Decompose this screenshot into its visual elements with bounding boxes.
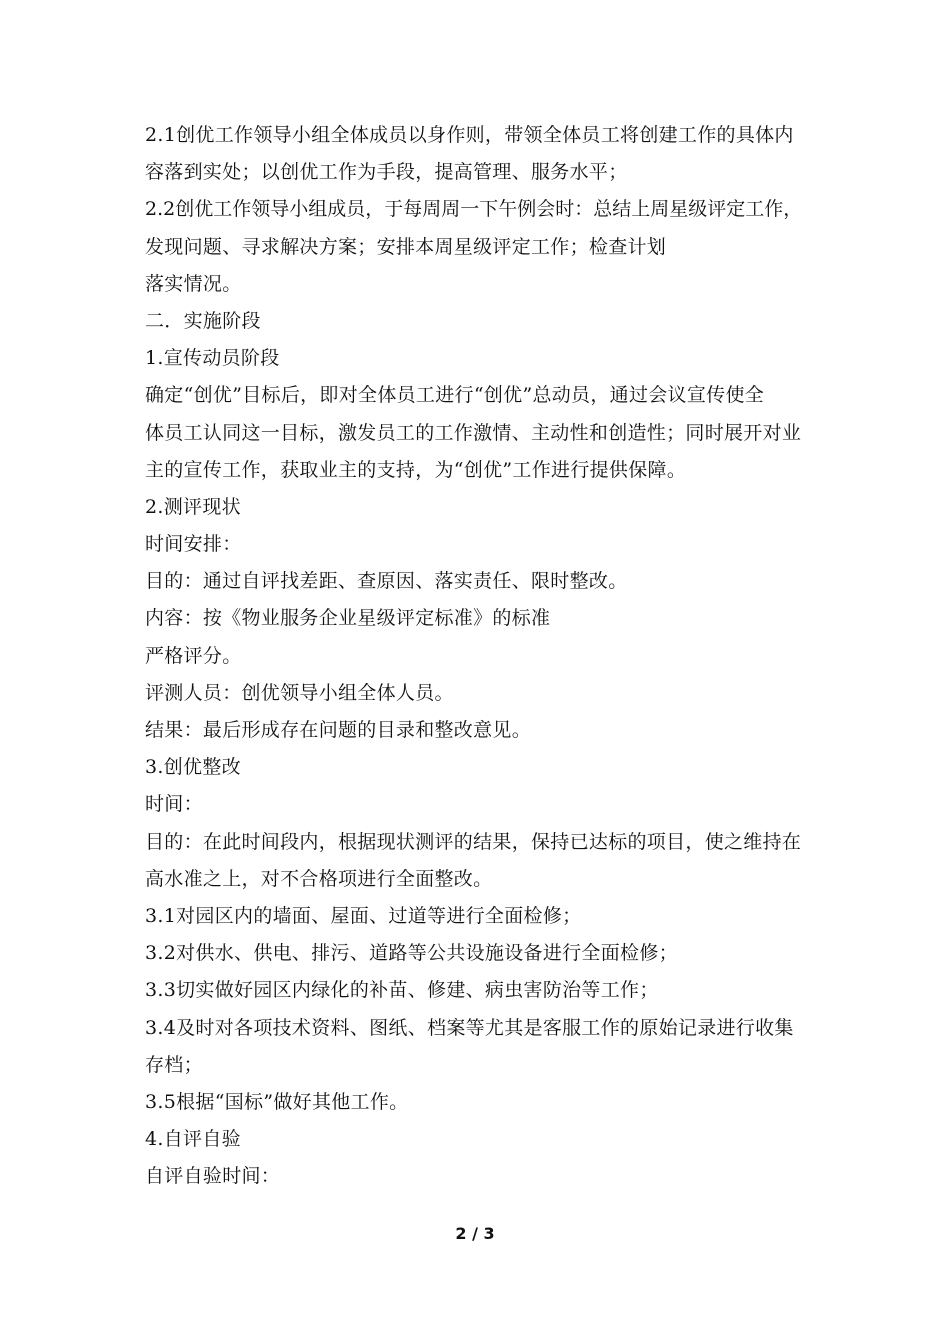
text-line: 体员工认同这一目标，激发员工的工作激情、主动性和创造性；同时展开对业 bbox=[145, 421, 802, 444]
text-line: 2.1创优工作领导小组全体成员以身作则，带领全体员工将创建工作的具体内 bbox=[145, 124, 794, 146]
subsection-heading: 2.测评现状 bbox=[145, 495, 241, 518]
text-line: 时间： bbox=[145, 793, 203, 816]
text-line: 3.3切实做好园区内绿化的补苗、修建、病虫害防治等工作； bbox=[145, 979, 659, 1002]
text-line: 3.5根据“国标”做好其他工作。 bbox=[145, 1090, 409, 1113]
text-line: 确定“创优”目标后，即对全体员工进行“创优”总动员，通过会议宣传使全 bbox=[145, 384, 765, 407]
subsection-heading: 3.创优整改 bbox=[145, 756, 241, 779]
text-line: 评测人员：创优领导小组全体人员。 bbox=[145, 681, 454, 704]
subsection-heading: 4.自评自验 bbox=[145, 1128, 241, 1151]
text-line: 落实情况。 bbox=[145, 272, 242, 295]
text-line: 2.2创优工作领导小组成员，于每周周一下午例会时：总结上周星级评定工作， bbox=[145, 198, 803, 221]
text-line: 发现问题、寻求解决方案；安排本周星级评定工作；检查计划 bbox=[145, 235, 667, 258]
text-line: 3.4及时对各项技术资料、图纸、档案等尤其是客服工作的原始记录进行收集 bbox=[145, 1016, 794, 1039]
text-line: 结果：最后形成存在问题的目录和整改意见。 bbox=[145, 719, 532, 741]
text-line: 目的：在此时间段内，根据现状测评的结果，保持已达标的项目，使之维持在 bbox=[145, 830, 802, 853]
text-line: 存档； bbox=[145, 1053, 203, 1076]
subsection-heading: 1.宣传动员阶段 bbox=[145, 347, 280, 370]
text-line: 内容：按《物业服务企业星级评定标准》的标准 bbox=[145, 607, 551, 630]
text-line: 目的：通过自评找差距、查原因、落实责任、限时整改。 bbox=[145, 570, 628, 593]
text-line: 3.1对园区内的墙面、屋面、过道等进行全面检修； bbox=[145, 904, 582, 927]
page-number: 2 / 3 bbox=[455, 1224, 495, 1243]
text-line: 时间安排： bbox=[145, 533, 242, 556]
section-heading: 二．实施阶段 bbox=[145, 309, 261, 332]
text-line: 3.2对供水、供电、排污、道路等公共设施设备进行全面检修； bbox=[145, 942, 678, 965]
document-body bbox=[145, 117, 825, 1195]
text-line: 主的宣传工作，获取业主的支持，为“创优”工作进行提供保障。 bbox=[145, 458, 687, 481]
text-line: 容落到实处；以创优工作为手段，提高管理、服务水平； bbox=[145, 161, 628, 184]
text-line: 严格评分。 bbox=[145, 644, 242, 667]
text-line: 自评自验时间： bbox=[145, 1165, 281, 1188]
text-line: 高水准之上，对不合格项进行全面整改。 bbox=[145, 867, 493, 890]
